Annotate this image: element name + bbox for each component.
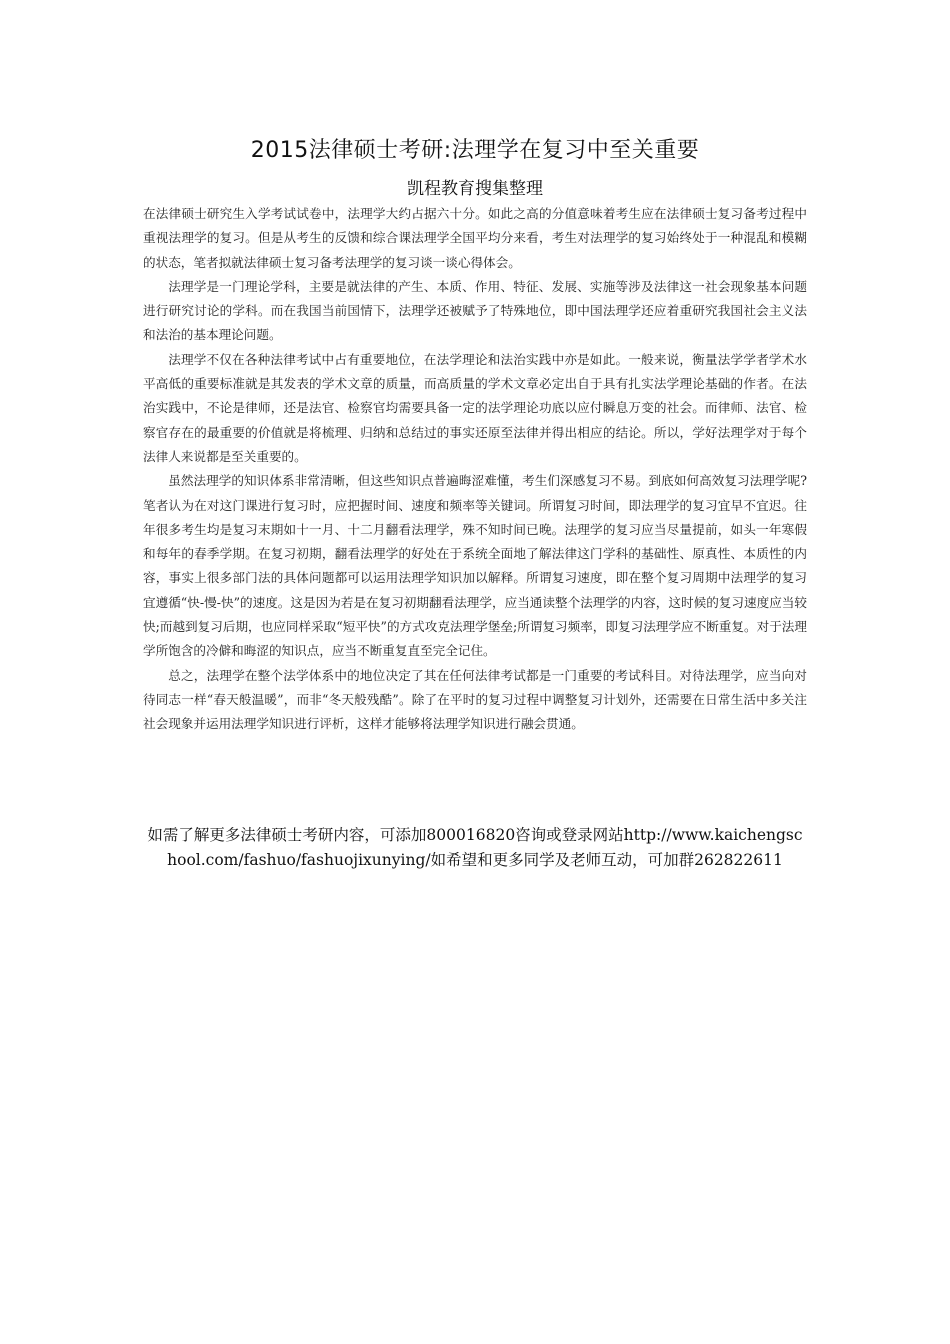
paragraph: 虽然法理学的知识体系非常清晰，但这些知识点普遍晦涩难懂，考生们深感复习不易。到底如何高效复习法理学呢?笔者认为在对这门课进行复习时，应把握时间、速度和频率等关键词。所谓复习时间，即法理学的复习宜早不宜迟。往年很多考生均是复习末期如十一月、十二月翻看法理学，殊不知时间已晚。法理学的复习应当尽量提前，如头一年寒假和每年的春季学期。在复习初期，翻看法理学的好处在于系统全面地了解法律这门学科的基础性、原真性、本质性的内容，事实上很多部门法的具体问题都可以运用法理学知识加以解释。所谓复习速度，即在整个复习周期中法理学的复习宜遵循“快-慢-快”的速度。这是因为若是在复习初期翻看法理学，应当通读整个法理学的内容，这时候的复习速度应当较快;而越到复习后期，也应同样采取“短平快”的方式攻克法理学堡垒;所谓复习频率，即复习法理学应不断重复。对于法理学所饱含的冷僻和晦涩的知识点，应当不断重复直至完全记住。 (143, 473, 807, 659)
paragraph: 在法律硕士研究生入学考试试卷中，法理学大约占据六十分。如此之高的分值意味着考生应在法律硕士复习备考过程中重视法理学的复习。但是从考生的反馈和综合课法理学全国平均分来看，考生对法理学的复习始终处于一种混乱和模糊的状态，笔者拟就法律硕士复习备考法理学的复习谈一谈心得体会。 (143, 206, 807, 270)
paragraph: 法理学不仅在各种法律考试中占有重要地位，在法学理论和法治实践中亦是如此。一般来说，衡量法学学者学术水平高低的重要标准就是其发表的学术文章的质量，而高质量的学术文章必定出自于具有扎实法学理论基础的作者。在法治实践中，不论是律师，还是法官、检察官均需要具备一定的法学理论功底以应付瞬息万变的社会。而律师、法官、检察官存在的最重要的价值就是将梳理、归纳和总结过的事实还原至法律并得出相应的结论。所以，学好法理学对于每个法律人来说都是至关重要的。 (143, 351, 807, 464)
paragraph: 法理学是一门理论学科，主要是就法律的产生、本质、作用、特征、发展、实施等涉及法律这一社会现象基本问题进行研究讨论的学科。而在我国当前国情下，法理学还被赋予了特殊地位，即中国法理学还应着重研究我国社会主义法和法治的基本理论问题。 (143, 278, 807, 343)
contact-footer: 如需了解更多法律硕士考研内容，可添加800016820咨询或登录网站http://www.kaichengschool.com/fashuo/fashuojixunying/如希望和更多同学及老师互动，可加群262822611 (147, 826, 803, 869)
document-title: 2015法律硕士考研:法理学在复习中至关重要 (250, 138, 700, 163)
paragraph: 总之，法理学在整个法学体系中的地位决定了其在任何法律考试都是一门重要的考试科目。对待法理学，应当向对待同志一样“春天般温暖”，而非“冬天般残酷”。除了在平时的复习过程中调整复习计划外，还需要在日常生活中多关注社会现象并运用法理学知识进行评析，这样才能够将法理学知识进行融会贯通。 (143, 667, 807, 732)
article-body (143, 202, 807, 737)
document-subtitle: 凯程教育搜集整理 (407, 179, 543, 199)
